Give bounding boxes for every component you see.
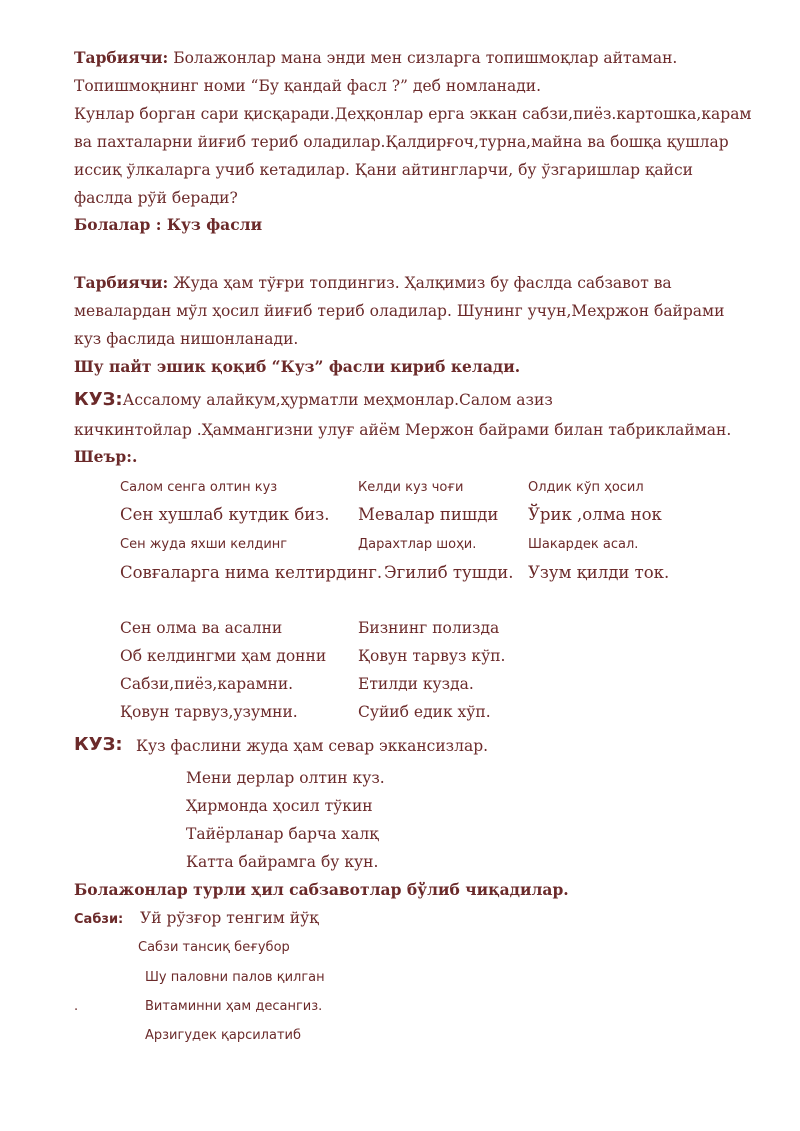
kuz1-line-1 [74, 390, 553, 410]
kuz2-verse-line: Тайёрланар барча халқ [186, 825, 379, 843]
intro-line-5: иссиқ ўлкаларга учиб кетадилар. Қани айтингларчи, бу ўзгаришлар қайси [74, 161, 693, 179]
teacher2-text: Жуда ҳам тўғри топдингиз. Ҳалқимиз бу фаслда сабзавот ва [168, 274, 672, 292]
stray-dot: . [74, 999, 79, 1014]
intro-line-2: Топишмоқнинг номи “Бу қандай фасл ?” деб номланади. [74, 77, 542, 95]
intro-text: Болажонлар мана энди мен сизларга топишмоқлар айтаман. [168, 49, 678, 67]
poem-label: Шеър:. [74, 447, 138, 466]
poem-cell: Олдик кўп ҳосил [528, 480, 644, 495]
poem-cell: Шакардек асал. [528, 537, 639, 552]
poem-cell: Мевалар пишди [358, 505, 499, 524]
poem-cell: Қовун тарвуз кўп. [358, 647, 506, 665]
teacher2-line-2: мевалардан мўл ҳосил йиғиб териб оладилар. Шунинг учун,Меҳржон байрами [74, 302, 725, 320]
teacher2-line-3: куз фаслида нишонланади. [74, 330, 299, 348]
kuz2-text: Куз фаслини жуда ҳам севар эккансизлар. [136, 737, 489, 755]
sabzi-line: Шу паловни палов қилган [145, 970, 325, 985]
poem-cell: Эгилиб тушди. [384, 563, 514, 582]
kuz1-line-2: кичкинтойлар .Ҳаммангизни улуғ айём Мержон байрами билан табриклайман. [74, 421, 732, 439]
sabzi-line: Арзигудек қарсилатиб [145, 1028, 301, 1043]
speaker-sabzi: Сабзи: [74, 912, 124, 927]
poem-cell: Келди куз чоғи [358, 480, 464, 495]
poem-cell: Сен жуда яхши келдинг [120, 537, 288, 552]
poem-cell: Узум қилди ток. [528, 563, 670, 582]
poem-cell: Салом сенга олтин куз [120, 480, 278, 495]
poem-cell: Совғаларга нима келтирдинг. [120, 563, 383, 582]
intro-line-4: ва пахталарни йиғиб териб оладилар.Қалдирғоч,турна,майна ва бошқа қушлар [74, 133, 729, 151]
vegetables-note: Болажонлар турли ҳил сабзавотлар бўлиб чиқадилар. [74, 880, 569, 899]
kuz2-verse-line: Мени дерлар олтин куз. [186, 769, 385, 787]
kuz2-verse-line: Ҳирмонда ҳосил тўкин [186, 797, 373, 815]
intro-line-3: Кунлар борган сари қисқаради.Деҳқонлар ерга эккан сабзи,пиёз.картошка,карам [74, 105, 752, 123]
kuz2-verse-line: Катта байрамга бу кун. [186, 853, 379, 871]
poem-cell: Сабзи,пиёз,карамни. [120, 675, 294, 693]
answer-text: Куз фасли [161, 215, 263, 234]
intro-line-6: фаслда рўй беради? [74, 189, 238, 207]
teacher2-line-1 [74, 273, 672, 293]
sabzi-line: Сабзи тансиқ беғубор [138, 940, 290, 955]
kuz1-text: Ассалому алайкум,ҳурматли меҳмонлар.Салом азиз [122, 391, 553, 409]
poem-cell: Сен хушлаб кутдик биз. [120, 505, 330, 524]
speaker-kuz: КУЗ: [74, 734, 123, 755]
sabzi-line: Витаминни ҳам десангиз. [145, 999, 323, 1014]
speaker-teacher: Тарбиячи: [74, 273, 169, 292]
speaker-kuz: КУЗ: [74, 389, 123, 410]
sabzi-line: Уй рўзғор тенгим йўқ [140, 909, 319, 927]
speaker-teacher: Тарбиячи: [74, 48, 169, 67]
poem-cell: Сен олма ва асални [120, 619, 283, 637]
poem-cell: Дарахтлар шоҳи. [358, 537, 477, 552]
speaker-children: Болалар : [74, 215, 162, 234]
poem-cell: Етилди кузда. [358, 675, 474, 693]
intro-line-1 [74, 48, 677, 68]
answer-line [74, 215, 262, 235]
poem-cell: Суйиб едик хўп. [358, 703, 491, 721]
poem-cell: Об келдингми ҳам донни [120, 647, 327, 665]
poem-cell: Қовун тарвуз,узумни. [120, 703, 298, 721]
stage-note: Шу пайт эшик қоқиб “Куз” фасли кириб келади. [74, 357, 521, 376]
poem-cell: Бизнинг полизда [358, 619, 500, 637]
poem-cell: Ўрик ,олма нок [528, 505, 662, 524]
